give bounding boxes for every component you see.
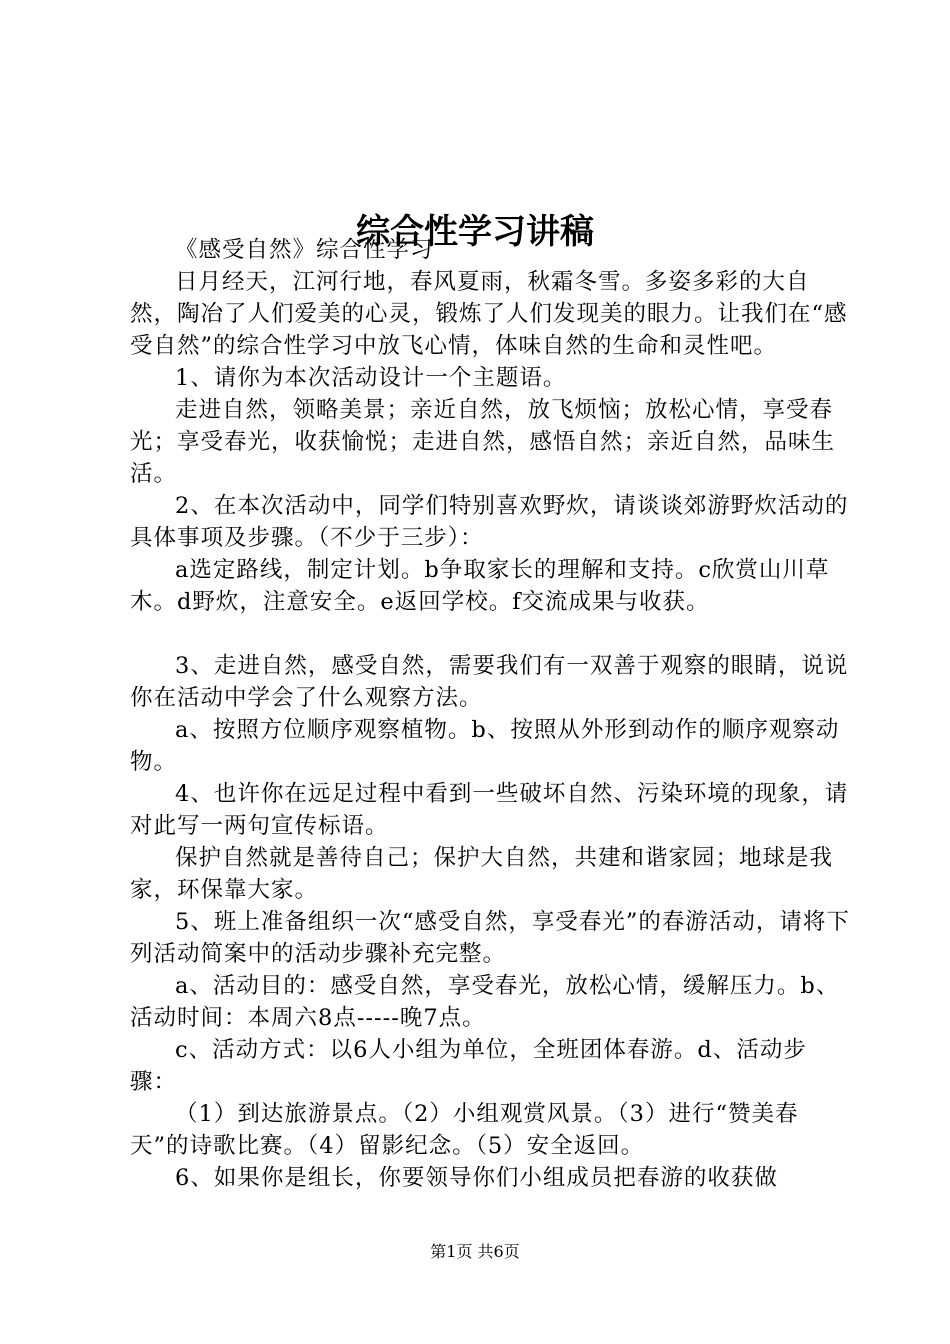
question-2: 2、在本次活动中，同学们特别喜欢野炊，请谈谈郊游野炊活动的具体事项及步骤。（不少于三步）：: [130, 493, 849, 551]
answer-5-steps: （1）到达旅游景点。（2）小组观赏风景。（3）进行“赞美春天”的诗歌比赛。（4）留影纪念。（5）安全返回。: [130, 1101, 799, 1159]
question-6: 6、如果你是组长，你要领导你们小组成员把春游的收获做: [175, 1165, 778, 1191]
answer-1: 走进自然，领略美景；亲近自然，放飞烦恼；放松心情，享受春光；享受春光，收获愉悦；走进自然，感悟自然；亲近自然，品味生活。: [130, 397, 836, 487]
question-3: 3、走进自然，感受自然，需要我们有一双善于观察的眼睛，说说你在活动中学会了什么观察方法。: [130, 653, 849, 711]
question-5: 5、班上准备组织一次“感受自然，享受春光”的春游活动，请将下列活动简案中的活动步骤补充完整。: [130, 909, 850, 967]
answer-4: 保护自然就是善待自己；保护大自然，共建和谐家园；地球是我家，环保靠大家。: [130, 845, 834, 903]
document-body: [130, 234, 850, 1194]
paragraph-intro: 日月经天，江河行地，春风夏雨，秋霜冬雪。多姿多彩的大自然，陶冶了人们爱美的心灵，锻炼了人们发现美的眼力。让我们在“感受自然”的综合性学习中放飞心情，体味自然的生命和灵性吧。: [130, 269, 848, 359]
question-4: 4、也许你在远足过程中看到一些破坏自然、污染环境的现象，请对此写一两句宣传标语。: [130, 781, 849, 839]
answer-5-part-1: a、活动目的：感受自然，享受春光，放松心情，缓解压力。b、活动时间：本周六8点-----晚7点。: [130, 973, 840, 1031]
answer-3: a、按照方位顺序观察植物。b、按照从外形到动作的顺序观察动物。: [130, 717, 840, 775]
answer-2: a选定路线，制定计划。b争取家长的理解和支持。c欣赏山川草木。d野炊，注意安全。e返回学校。f交流成果与收获。: [130, 557, 830, 615]
document-title: 综合性学习讲稿: [356, 211, 594, 252]
question-1: 1、请你为本次活动设计一个主题语。: [175, 365, 567, 391]
page-indicator: 第1页 共6页: [430, 1242, 520, 1261]
paragraph-subtitle: 《感受自然》综合性学习: [175, 237, 434, 263]
answer-5-part-2: c、活动方式：以6人小组为单位，全班团体春游。d、活动步骤：: [130, 1037, 807, 1095]
